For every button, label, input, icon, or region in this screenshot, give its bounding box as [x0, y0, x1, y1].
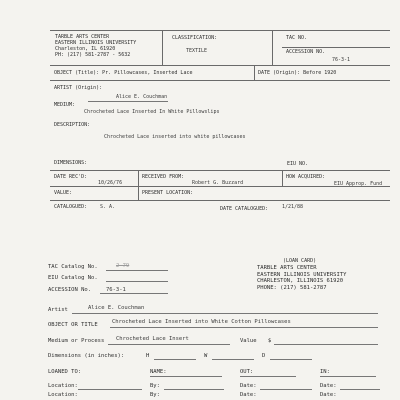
medium-value: Chrocheted Lace Inserted In White Pillowslips — [84, 109, 220, 115]
underline — [106, 270, 168, 271]
date-catalogued-value: 1/21/88 — [282, 204, 304, 210]
description-value: Chrocheted Lace inserted into white pillowcases — [104, 134, 246, 140]
loan-medium-label: Medium or Process — [48, 338, 105, 344]
loan-institution — [257, 265, 346, 291]
catalogued-label: CATALOGUED: — [54, 204, 88, 210]
in-label: IN: — [320, 369, 330, 375]
tac-catalog-value: 2-79 — [116, 263, 130, 269]
underline — [212, 359, 254, 360]
dimensions-label: DIMENSIONS: — [54, 160, 88, 166]
tac-catalog-label: TAC Catalog No. — [48, 264, 98, 270]
loan-row-date-out: Date: — [240, 383, 257, 389]
received-from-value: Robert G. Buzzard — [192, 180, 244, 186]
underline — [150, 376, 222, 377]
underline — [88, 101, 168, 102]
loan-value-symbol: $ — [268, 338, 272, 344]
name-label: NAME: — [150, 369, 167, 375]
date-received-value: 10/26/76 — [98, 180, 123, 186]
loan-value-label: Value — [240, 338, 257, 344]
loan-row-date-out: Date: — [240, 392, 257, 398]
phone: PHONE: (217) 581-2787 — [257, 284, 327, 291]
value-label: VALUE: — [54, 190, 73, 196]
divider — [138, 170, 139, 200]
loan-row-by: By: — [150, 392, 160, 398]
loan-artist-value: Alice E. Couchman — [88, 305, 145, 311]
loan-card-title: (LOAN CARD) — [283, 258, 317, 264]
medium-label: MEDIUM: — [54, 102, 76, 108]
dim-w-label: W — [204, 353, 208, 359]
loan-row-by: By: — [150, 383, 160, 389]
underline — [100, 293, 168, 294]
loan-row-date-in: Date: — [320, 392, 337, 398]
divider — [254, 65, 255, 80]
artist-origin-label: ARTIST (Origin): — [54, 85, 103, 91]
loan-row-location: Location: — [48, 383, 78, 389]
artist-origin-value: Alice E. Couchman — [116, 94, 168, 100]
accession-value: 76-3-1 — [332, 57, 351, 63]
date-origin-label: DATE (Origin): Before 1920 — [258, 70, 337, 76]
eiu-catalog-label: EIU Catalog No. — [48, 275, 98, 281]
institution-address — [55, 34, 136, 58]
divider — [50, 65, 390, 66]
underline — [274, 344, 378, 345]
loan-artist-label: Artist — [48, 307, 68, 313]
how-acquired-value: EIU Approp. Fund — [334, 181, 383, 187]
loan-accession-value: 76-3-1 — [106, 287, 126, 293]
dim-h-label: H — [146, 353, 150, 359]
underline — [108, 344, 230, 345]
loan-dimensions-label: Dimensions (in inches): — [48, 353, 125, 359]
eiu-no-label: EIU NO. — [287, 161, 309, 167]
divider — [50, 200, 390, 201]
classification-label: CLASSIFICATION: — [172, 35, 218, 41]
university-name: EASTERN ILLINOIS UNIVERSITY — [55, 40, 137, 46]
date-received-label: DATE REC'D: — [54, 174, 88, 180]
phone: PH: (217) 581-2787 - 5632 — [55, 52, 131, 58]
underline — [260, 389, 312, 390]
underline — [110, 327, 378, 328]
tac-no-label: TAC NO. — [286, 35, 308, 41]
card-top-border — [50, 30, 390, 31]
out-label: OUT: — [240, 369, 254, 375]
divider — [272, 30, 273, 65]
underline — [164, 389, 224, 390]
institution-name: TARBLE ARTS CENTER — [55, 34, 110, 40]
underline — [72, 313, 378, 314]
city: Charleston, IL 61920 — [55, 46, 116, 52]
divider — [282, 47, 390, 48]
underline — [154, 359, 196, 360]
underline — [240, 376, 296, 377]
loan-object-label: OBJECT OR TITLE — [48, 322, 98, 328]
underline — [270, 359, 312, 360]
divider — [50, 170, 390, 171]
loan-object-value: Chrocheted Lace Inserted into White Cotton Pillowcases — [112, 319, 291, 325]
underline — [320, 376, 376, 377]
description-label: DESCRIPTION: — [54, 122, 91, 128]
loan-row-location: Location: — [48, 392, 78, 398]
loan-medium-value: Chrocheted Lace Insert — [116, 336, 189, 342]
divider — [282, 170, 283, 186]
divider — [50, 80, 390, 81]
city: CHARLESTON, ILLINOIS 61920 — [257, 278, 344, 284]
underline — [78, 389, 142, 390]
underline — [106, 281, 168, 282]
received-from-label: RECEIVED FROM: — [142, 174, 185, 180]
divider — [162, 30, 163, 65]
loan-accession-label: ACCESSION No. — [48, 287, 92, 293]
dim-d-label: D — [262, 353, 266, 359]
classification-value: TEXTILE — [186, 48, 208, 54]
present-location-label: PRESENT LOCATION: — [142, 190, 194, 196]
catalogued-value: S. A. — [100, 204, 116, 210]
object-title-label: OBJECT (Title): Pr. Pillowcases, Inserted Lace — [54, 70, 193, 76]
institution-name: TARBLE ARTS CENTER — [257, 265, 317, 271]
how-acquired-label: HOW ACQUIRED: — [286, 174, 326, 180]
accession-label: ACCESSION NO. — [286, 49, 326, 55]
date-catalogued-label: DATE CATALOGUED: — [220, 206, 269, 212]
university-name: EASTERN ILLINOIS UNIVERSITY — [257, 271, 347, 278]
loan-row-date-in: Date: — [320, 383, 337, 389]
underline — [340, 389, 380, 390]
loaned-to-label: LOANED TO: — [48, 369, 82, 375]
